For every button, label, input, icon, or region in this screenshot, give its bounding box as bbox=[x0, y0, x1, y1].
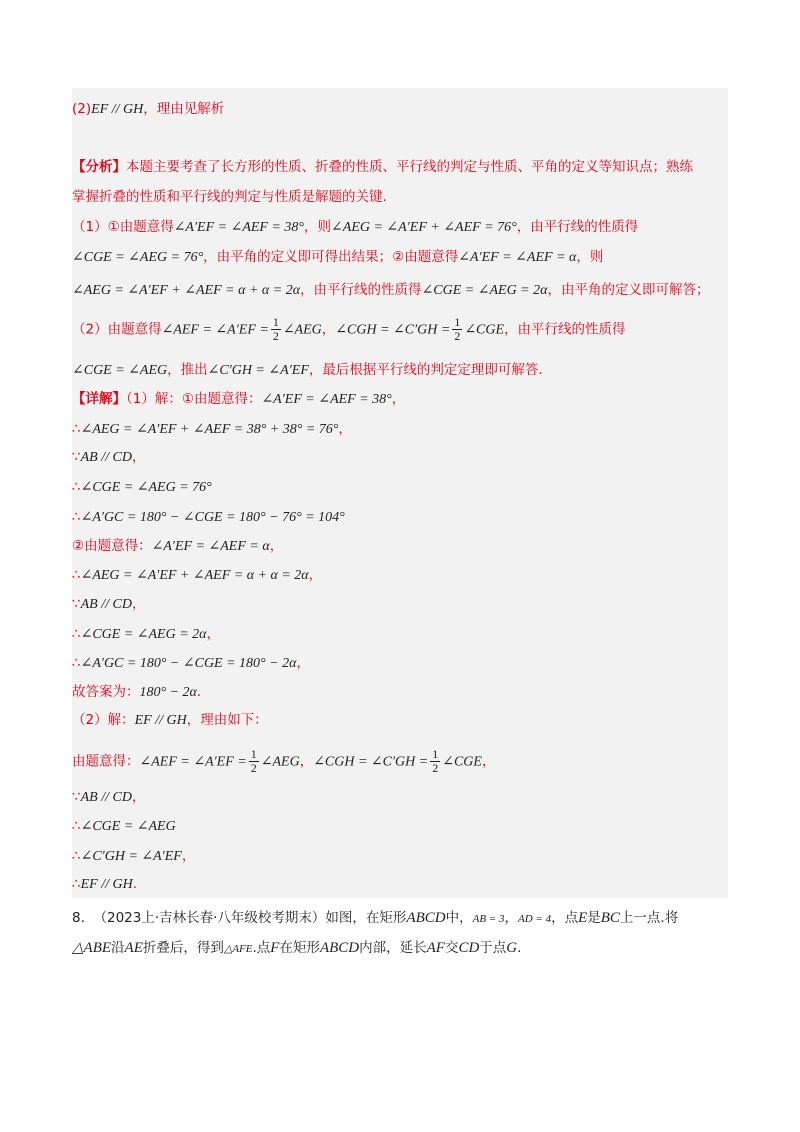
question-8-line-2: △ABE沿AE折叠后，得到△AFE.点F在矩形ABCD内部，延长AF交CD于点G. bbox=[72, 940, 522, 956]
detail-line-9: ∴∠CGE = ∠AEG = 2α， bbox=[72, 626, 221, 642]
detail-line-15: ∴∠CGE = ∠AEG bbox=[72, 818, 176, 834]
detail-line-17: ∴EF // GH. bbox=[72, 876, 137, 892]
detail-line-13: 由题意得：∠AEF = ∠A′EF = $\frac{1}{2}$ ∠AEG，∠CGH = ∠C′GH = $\frac{1}{2}$ ∠CGE， bbox=[72, 747, 496, 775]
detail-line-4: ∴∠CGE = ∠AEG = 76° bbox=[72, 479, 212, 495]
detail-line-14: ∵AB // CD， bbox=[72, 789, 146, 805]
detail-line-6: ②由题意得：∠A′EF = ∠AEF = α， bbox=[72, 538, 284, 554]
analysis-line-2: 掌握折叠的性质和平行线的判定与性质是解题的关键. bbox=[72, 189, 387, 205]
detail-line-5: ∴∠A′GC = 180° − ∠CGE = 180° − 76° = 104° bbox=[72, 509, 345, 525]
analysis-line-7: ∠CGE = ∠AEG，推出∠C′GH = ∠A′EF，最后根据平行线的判定定理即可解答. bbox=[72, 362, 543, 378]
analysis-line-4: ∠CGE = ∠AEG = 76°，由平角的定义即可得出结果；②由题意得∠A′EF = ∠AEF = α，则 bbox=[72, 249, 604, 265]
detail-line-3: ∵AB // CD， bbox=[72, 449, 146, 465]
detail-line-10: ∴∠A′GC = 180° − ∠CGE = 180° − 2α， bbox=[72, 655, 310, 671]
fraction-half: $\frac{1}{2}$ bbox=[432, 747, 439, 775]
analysis-line-3: （1）①由题意得∠A′EF = ∠AEF = 38°，则∠AEG = ∠A′EF + ∠AEF = 76°，由平行线的性质得 bbox=[72, 219, 639, 235]
fraction-half: $\frac{1}{2}$ bbox=[454, 315, 461, 343]
detail-line-12: （2）解：EF // GH，理由如下： bbox=[72, 712, 268, 728]
detail-line-16: ∴∠C′GH = ∠A′EF， bbox=[72, 848, 196, 864]
analysis-line-5: ∠AEG = ∠A′EF + ∠AEF = α + α = 2α，由平行线的性质得∠CGE = ∠AEG = 2α，由平角的定义即可解答； bbox=[72, 282, 710, 298]
detail-line-11: 故答案为：180° − 2α. bbox=[72, 684, 202, 700]
part2-answer-head: (2)EF // GH，理由见解析 bbox=[72, 101, 225, 117]
detail-line-1: 【详解】（1）解：①由题意得：∠A′EF = ∠AEF = 38°， bbox=[72, 391, 406, 407]
analysis-line-6: （2）由题意得∠AEF = ∠A′EF = $\frac{1}{2}$ ∠AEG，∠CGH = ∠C′GH = $\frac{1}{2}$ ∠CGE，由平行线的性质得 bbox=[72, 315, 626, 343]
fraction-half: $\frac{1}{2}$ bbox=[250, 747, 257, 775]
detail-line-8: ∵AB // CD， bbox=[72, 596, 146, 612]
fraction-half: $\frac{1}{2}$ bbox=[272, 315, 279, 343]
analysis-line-1: 【分析】本题主要考查了长方形的性质、折叠的性质、平行线的判定与性质、平角的定义等知识点；熟练 bbox=[72, 159, 693, 175]
detail-line-7: ∴∠AEG = ∠A′EF + ∠AEF = α + α = 2α， bbox=[72, 567, 323, 583]
detail-line-2: ∴∠AEG = ∠A′EF + ∠AEF = 38° + 38° = 76°， bbox=[72, 421, 352, 437]
question-8-line-1: 8. （2023上·吉林长春·八年级校考期末）如图，在矩形ABCD中，AB = 3，AD = 4，点E是BC上一点.将 bbox=[72, 910, 679, 926]
